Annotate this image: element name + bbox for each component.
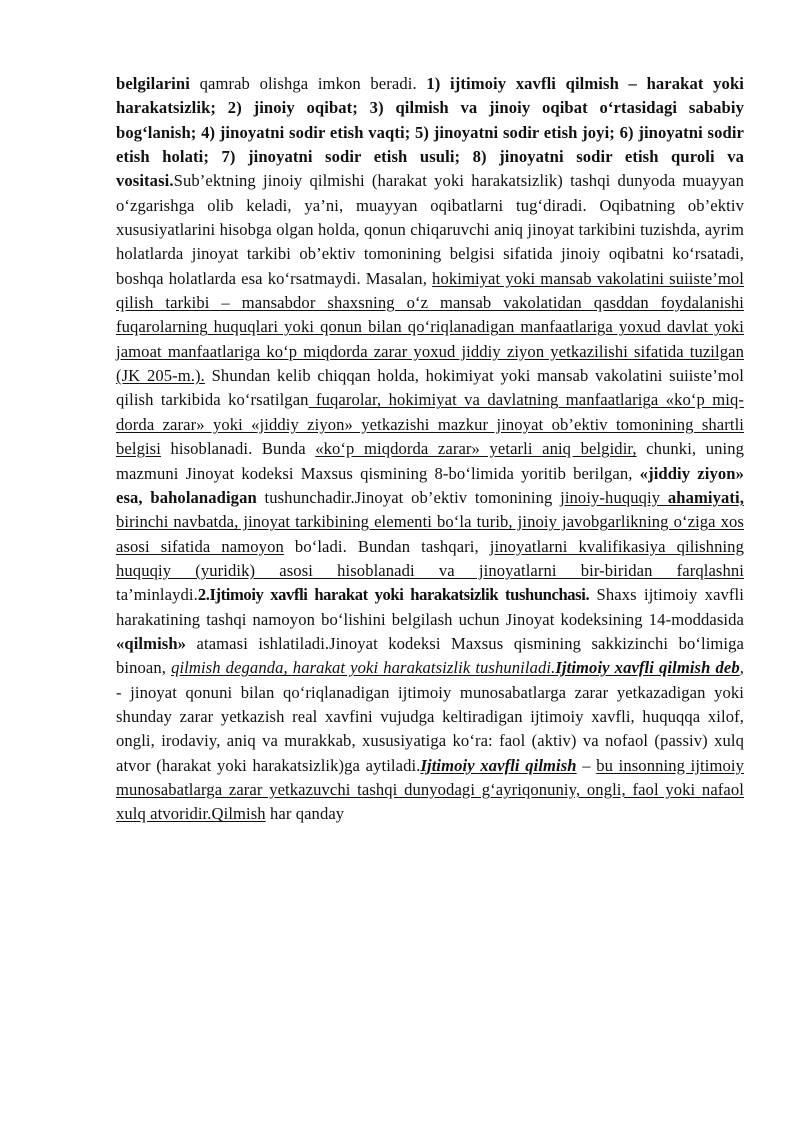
text-segment: hisoblanadi. Bunda [160, 439, 316, 459]
text-segment: ta’minlaydi. [116, 585, 198, 605]
section-heading: 2.Ijtimoiy xavfli harakat yoki harakatsizlik tushunchasi. [197, 585, 590, 605]
text-segment: Shundan kelib chiqqan holda, hokimiyat yoki mansab vakolatini suiiste’mol qilish tarkibida ko‘rsatilgan [116, 366, 744, 410]
text-segment: Ijtimoiy xavfli qilmish [420, 755, 577, 775]
text-segment: qilmish deganda, harakat yoki harakatsizlik tushuniladi. [171, 658, 556, 678]
text-segment: birinchi navbatda, jinoyat tarkibining elementi bo‘la turib, jinoiy javobgarlikning o‘ziga xos asosi sifatida namoyon [116, 512, 744, 556]
text-segment: Shaxs ijtimoiy xavfli harakatining tashqi namoyon bo‘lishini belgilash uchun Jinoyat kodeksining 14-moddasida [116, 585, 744, 629]
text-segment: , - jinoyat qonuni bilan qo‘riqlanadigan ijtimoiy munosabatlarga zarar yetkazadigan yoki shunday zarar yetkazish real xavfini vujudga keltiradigan ijtimoiy xavfli, huquqqa xilof, ongli, irodaviy, aniq va murakkab, xususiyatiga ko‘ra: faol (aktiv) va nofaol (passiv) xulq atvor (harakat yoki harakatsizlik)ga aytiladi. [116, 658, 744, 775]
text-segment: jinoyatlarni kvalifikasiya qilishning huquqiy (yuridik) asosi hisoblanadi va jinoyatlarni bir-biridan farqlashni [116, 536, 744, 580]
text-segment: belgilarini [116, 74, 190, 93]
text-segment: hokimiyat yoki mansab vakolatini suiiste’mol qilish tarkibi – mansabdor shaxsning o‘z mansab vakolatidan qasddan foydalanishi fuqarolarning huquqlari yoki qonun bilan qo‘riqlanadigan manfaatlariga yoxud davlat yoki jamoat manfaatlariga ko‘p miqdorda zarar yoxud jiddiy ziyon yetkazilishi sifatida tuzilgan (JK 205-m.). [116, 268, 744, 386]
text-segment: «ko‘p miqdorda zarar» yetarli aniq belgidir, [315, 439, 637, 459]
text-segment: har qanday [265, 804, 345, 824]
text-segment: chunki, uning mazmuni Jinoyat kodeksi Maxsus qismining 8-bo‘limida yoritib berilgan, [116, 439, 744, 483]
text-segment: tushunchadir.Jinoyat ob’ektiv tomonining [256, 487, 561, 507]
body-paragraph [116, 72, 744, 827]
text-segment: – [576, 755, 597, 775]
text-segment: Ijtimoiy xavfli qilmish deb [555, 658, 740, 678]
text-segment: bo‘ladi. Bundan tashqari, [283, 536, 490, 556]
text-segment: Sub’ektning jinoiy qilmishi (harakat yoki harakatsizlik) tashqi dunyoda muayyan o‘zgarishga olib keladi, ya’ni, muayyan oqibatlarni tug‘diradi. Oqibatning ob’ektiv xususiyatlarini hisobga olgan holda, qonun chiqaruvchi aniq jinoyat tarkibini tuzishda, ayrim holatlarda jinoyat tarkibi ob’ektiv tomonining belgisi sifatida jinoiy oqibatni ko‘rsatadi, boshqa holatlarda esa ko‘rsatmaydi. Masalan, [116, 171, 744, 288]
text-segment: jinoiy-huquqiy [560, 487, 668, 507]
text-segment: atamasi ishlatiladi.Jinoyat kodeksi Maxsus qismining sakkizinchi bo‘limiga binoan, [116, 633, 744, 678]
text-segment: ahamiyati, [667, 487, 744, 507]
text-segment: «qilmish» [116, 633, 187, 653]
text-segment: bu insonning ijtimoiy munosabatlarga zarar yetkazuvchi tashqi dunyodagi g‘ayriqonuniy, ongli, faol yoki nafaol xulq atvoridir.Qilmish [116, 755, 744, 824]
text-segment: «jiddiy ziyon» esa, baholanadigan [116, 463, 744, 507]
text-segment: fuqarolar, hokimiyat va davlatning manfaatlariga «ko‘p miq-dorda zarar» yoki «jiddiy ziyon» yetkazishi mazkur jinoyat ob’ektiv tomonining shartli belgisi [116, 390, 744, 459]
text-segment: qamrab olishga imkon beradi. [189, 74, 427, 93]
text-segment: 1) ijtimoiy xavfli qilmish – harakat yoki harakatsizlik; 2) jinoiy oqibat; 3) qilmish va jinoiy oqibat o‘rtasidagi sababiy bog‘lanish; 4) jinoyatni sodir etish vaqti; 5) jinoyatni sodir etish joyi; 6) jinoyatni sodir etish holati; 7) jinoyatni sodir etish usuli; 8) jinoyatni sodir etish quroli va vositasi. [116, 74, 744, 191]
